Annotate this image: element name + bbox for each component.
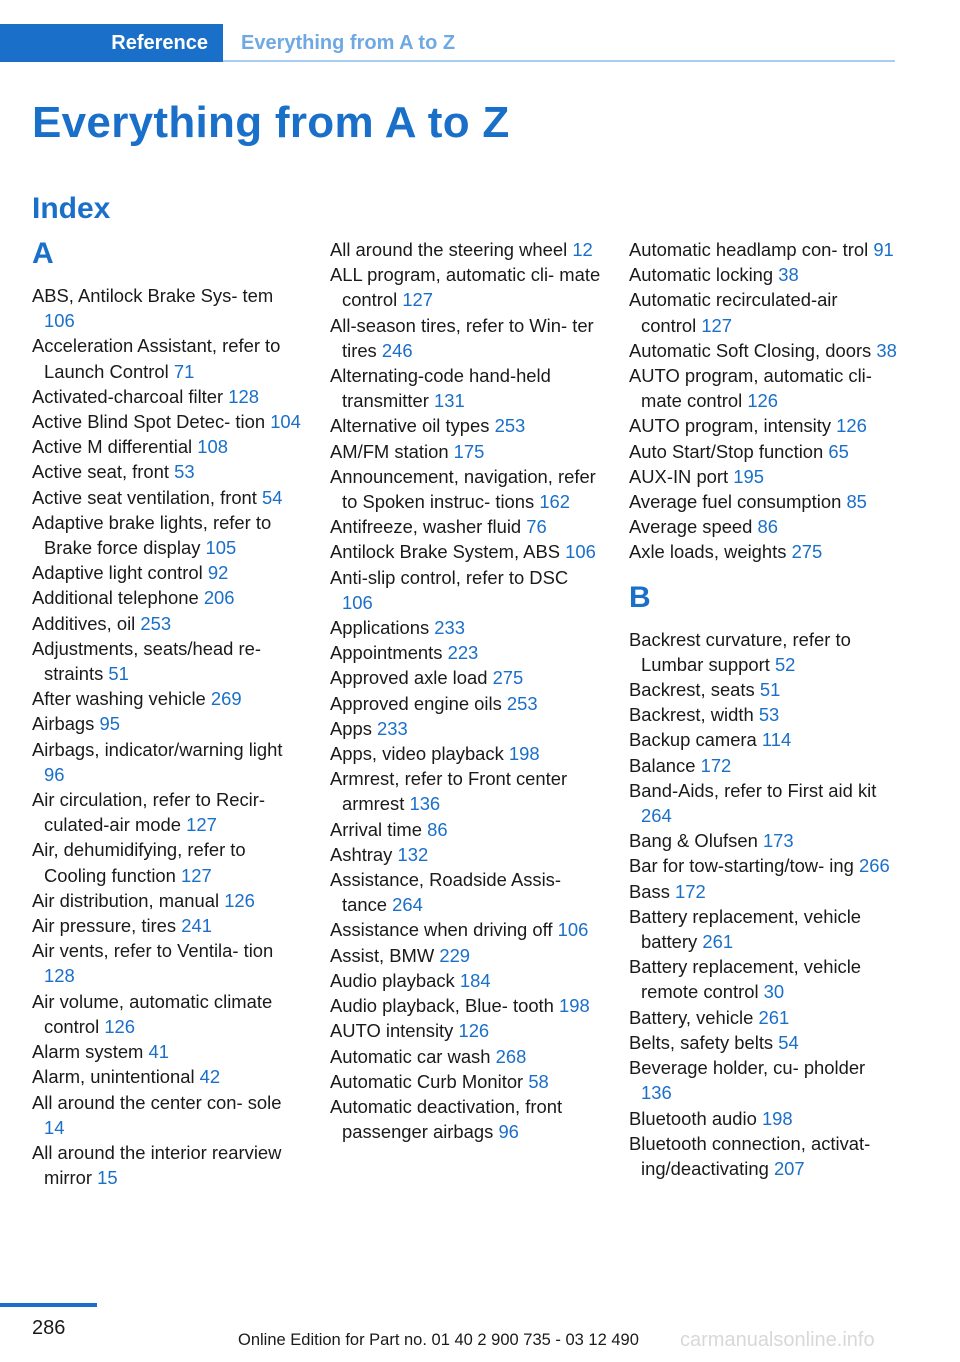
page-link[interactable]: 128 bbox=[228, 385, 259, 407]
index-entry bbox=[629, 514, 897, 539]
index-entry bbox=[629, 879, 897, 904]
index-entry bbox=[330, 943, 602, 968]
page-link[interactable]: 246 bbox=[381, 339, 413, 361]
index-entry bbox=[629, 1030, 897, 1055]
index-entry-text: Axle loads, weights bbox=[629, 541, 787, 563]
page-link[interactable]: 207 bbox=[773, 1157, 805, 1179]
index-entry-text: Airbags, indicator/warning light bbox=[32, 738, 283, 760]
page-link[interactable]: 261 bbox=[758, 1006, 790, 1028]
page-link[interactable]: 53 bbox=[758, 704, 780, 726]
index-entry-text: Air volume, automatic climate control bbox=[32, 990, 273, 1037]
page-link[interactable]: 132 bbox=[397, 843, 429, 865]
page-link[interactable]: 175 bbox=[453, 440, 485, 462]
index-entry-text: Automatic recirculated-air control bbox=[629, 289, 838, 336]
page-link[interactable]: 127 bbox=[181, 864, 212, 886]
page-link[interactable]: 126 bbox=[836, 415, 867, 437]
index-entry-text: Bluetooth audio bbox=[629, 1107, 757, 1129]
index-entry-text: Active seat, front bbox=[32, 461, 169, 483]
index-entry-text: Alarm system bbox=[32, 1041, 144, 1063]
index-entry-text: AUTO intensity bbox=[330, 1020, 454, 1042]
index-entry-text: Automatic deactivation, front passenger airbags bbox=[330, 1095, 563, 1143]
page-link[interactable]: 223 bbox=[447, 642, 479, 664]
index-entry-text: Alternative oil types bbox=[330, 415, 490, 437]
index-entry bbox=[330, 464, 602, 514]
index-entry-text: Approved axle load bbox=[330, 667, 488, 689]
index-entry bbox=[330, 842, 602, 867]
index-entry bbox=[32, 434, 304, 459]
index-entry-text: Auto Start/Stop function bbox=[629, 440, 824, 462]
page-link[interactable]: 233 bbox=[377, 717, 408, 739]
index-entry-text: Active Blind Spot Detec‐ tion bbox=[32, 411, 266, 433]
index-entry-text: Adaptive light control bbox=[32, 562, 203, 584]
page-link[interactable]: 91 bbox=[873, 239, 894, 260]
page-link[interactable]: 229 bbox=[439, 944, 471, 966]
index-entry bbox=[629, 853, 897, 878]
index-entry-text: Additional telephone bbox=[32, 587, 199, 609]
index-entry-text: Apps bbox=[330, 717, 372, 739]
page-link[interactable]: 15 bbox=[97, 1167, 118, 1189]
index-entry-text: Audio playback bbox=[330, 969, 455, 991]
index-entry-text: Acceleration Assistant, refer to Launch Control bbox=[32, 335, 281, 382]
section-tab-reference[interactable]: Reference bbox=[0, 24, 223, 62]
page-link[interactable]: 162 bbox=[539, 491, 570, 513]
page-link[interactable]: 184 bbox=[459, 969, 491, 991]
page-link[interactable]: 253 bbox=[140, 612, 172, 634]
index-entry-text: Appointments bbox=[330, 642, 443, 664]
index-entry-text: Battery replacement, vehicle battery bbox=[629, 905, 862, 953]
index-heading: Index bbox=[32, 192, 111, 225]
page-link[interactable]: 108 bbox=[197, 436, 228, 458]
page-link[interactable]: 71 bbox=[173, 360, 195, 382]
index-entry-text: Adaptive brake lights, refer to Brake force display bbox=[32, 511, 272, 559]
page-link[interactable]: 114 bbox=[761, 729, 792, 751]
index-entry bbox=[330, 539, 602, 564]
page-link[interactable]: 269 bbox=[210, 688, 242, 710]
page-link[interactable]: 253 bbox=[506, 692, 538, 714]
index-entry bbox=[629, 1055, 897, 1105]
index-entry-text: Apps, video playback bbox=[330, 743, 504, 765]
index-entry-text: ABS, Antilock Brake Sys‐ tem bbox=[32, 285, 274, 306]
index-entry bbox=[32, 686, 304, 711]
index-entry bbox=[629, 1005, 897, 1030]
index-entry-text: Belts, safety belts bbox=[629, 1031, 774, 1053]
index-entry-text: Applications bbox=[330, 617, 430, 639]
index-entry-text: AM/FM station bbox=[330, 440, 449, 462]
index-entry bbox=[629, 627, 897, 677]
page-link[interactable]: 54 bbox=[262, 486, 283, 508]
page-number: 286 bbox=[32, 1317, 66, 1339]
index-entry bbox=[330, 741, 602, 766]
page-link[interactable]: 58 bbox=[528, 1070, 549, 1092]
page-link[interactable]: 136 bbox=[409, 793, 441, 815]
index-entry bbox=[629, 464, 897, 489]
index-entry-text: Backrest curvature, refer to Lumbar support bbox=[629, 628, 851, 675]
index-entry bbox=[32, 560, 304, 585]
index-entry-text: Assistance, Roadside Assis‐ tance bbox=[330, 869, 562, 916]
index-entry bbox=[629, 778, 897, 828]
index-entry-text: Announcement, navigation, refer to Spoken instruc‐ tions bbox=[330, 465, 596, 513]
index-column-3 bbox=[629, 237, 897, 1181]
index-entry bbox=[32, 585, 304, 610]
index-entry bbox=[32, 1090, 304, 1140]
index-entry-text: Additives, oil bbox=[32, 612, 136, 634]
page-link[interactable]: 54 bbox=[778, 1031, 799, 1053]
index-entry-text: Automatic Soft Closing, doors bbox=[629, 339, 872, 361]
index-entry bbox=[629, 363, 897, 413]
index-entry bbox=[330, 817, 602, 842]
page-link[interactable]: 76 bbox=[526, 516, 547, 538]
index-entry bbox=[629, 954, 897, 1004]
index-entry bbox=[330, 237, 602, 262]
page-link[interactable]: 126 bbox=[747, 390, 779, 412]
index-entry-text: ALL program, automatic cli‐ mate control bbox=[330, 264, 601, 311]
page-link[interactable]: 233 bbox=[434, 617, 465, 639]
page-link[interactable]: 106 bbox=[565, 541, 596, 563]
index-entry-text: Automatic car wash bbox=[330, 1045, 491, 1067]
index-entry bbox=[330, 262, 602, 312]
index-entry bbox=[32, 384, 304, 409]
index-entry bbox=[330, 867, 602, 917]
page-link[interactable]: 51 bbox=[108, 663, 129, 685]
index-entry bbox=[32, 711, 304, 736]
index-entry bbox=[32, 1039, 304, 1064]
index-entry bbox=[32, 888, 304, 913]
page-link[interactable]: 86 bbox=[757, 516, 778, 538]
index-entry bbox=[629, 702, 897, 727]
index-entry bbox=[629, 413, 897, 438]
index-entry bbox=[629, 727, 897, 752]
page-link[interactable]: 41 bbox=[148, 1041, 169, 1063]
footer-accent-bar bbox=[0, 1303, 97, 1307]
index-entry-text: Backup camera bbox=[629, 729, 757, 751]
index-entry bbox=[330, 968, 602, 993]
index-entry-text: Air vents, refer to Ventila‐ tion bbox=[32, 940, 274, 962]
index-entry bbox=[629, 262, 897, 287]
page-link[interactable]: 173 bbox=[762, 830, 794, 852]
index-entry-text: Alternating-code hand-held transmitter bbox=[330, 365, 551, 412]
page-link[interactable]: 127 bbox=[186, 814, 217, 836]
index-entry bbox=[330, 691, 602, 716]
page-link[interactable]: 95 bbox=[99, 713, 120, 735]
index-entry-text: Air, dehumidifying, refer to Cooling function bbox=[32, 839, 246, 886]
page-title: Everything from A to Z bbox=[32, 98, 510, 147]
index-entry bbox=[629, 1131, 897, 1181]
index-entry bbox=[330, 565, 602, 615]
index-entry-text: Backrest, width bbox=[629, 704, 754, 726]
page-link[interactable]: 264 bbox=[641, 805, 672, 827]
index-entry-text: Bar for tow-starting/tow‐ ing bbox=[629, 855, 854, 877]
page-link[interactable]: 131 bbox=[434, 390, 465, 412]
page-link[interactable]: 275 bbox=[791, 541, 823, 563]
index-entry-text: Battery replacement, vehicle remote control bbox=[629, 956, 862, 1003]
index-entry-text: Airbags bbox=[32, 713, 95, 735]
index-entry-text: Antifreeze, washer fluid bbox=[330, 516, 522, 538]
index-entry bbox=[32, 409, 304, 434]
page-link[interactable]: 127 bbox=[402, 289, 434, 311]
index-entry-text: Assistance when driving off bbox=[330, 919, 553, 941]
header-rule bbox=[223, 60, 895, 62]
index-entry-text: All-season tires, refer to Win‐ ter tires bbox=[330, 314, 594, 361]
page-link[interactable]: 126 bbox=[224, 889, 255, 911]
index-entry bbox=[32, 938, 304, 988]
page-link[interactable]: 42 bbox=[199, 1066, 221, 1088]
index-entry-text: Battery, vehicle bbox=[629, 1006, 754, 1028]
page-link[interactable]: 38 bbox=[778, 264, 799, 286]
index-entry bbox=[32, 913, 304, 938]
index-entry bbox=[330, 439, 602, 464]
page-link[interactable]: 52 bbox=[774, 653, 796, 675]
page-link[interactable]: 92 bbox=[207, 562, 229, 584]
index-entry-text: Air circulation, refer to Recir‐ culated-air mode bbox=[32, 789, 266, 836]
page-link[interactable]: 126 bbox=[104, 1015, 136, 1037]
chapter-tab-title[interactable]: Everything from A to Z bbox=[241, 32, 456, 54]
index-entry bbox=[330, 640, 602, 665]
index-entry bbox=[330, 917, 602, 942]
index-column-2 bbox=[330, 237, 602, 1144]
index-entry bbox=[32, 485, 304, 510]
page-link[interactable]: 172 bbox=[700, 754, 732, 776]
page-link[interactable]: 96 bbox=[44, 763, 65, 785]
page-link[interactable]: 96 bbox=[498, 1121, 519, 1143]
page-link[interactable]: 261 bbox=[702, 931, 734, 953]
index-entry-text: Air pressure, tires bbox=[32, 915, 177, 937]
index-entry bbox=[330, 665, 602, 690]
index-entry-text: Active seat ventilation, front bbox=[32, 486, 257, 508]
index-entry bbox=[629, 439, 897, 464]
index-entry-text: Automatic locking bbox=[629, 264, 774, 286]
index-entry bbox=[32, 837, 304, 887]
index-entry-text: Band-Aids, refer to First aid kit bbox=[629, 779, 877, 801]
index-entry-text: Ashtray bbox=[330, 843, 393, 865]
page-link[interactable]: 195 bbox=[733, 465, 764, 487]
page-link[interactable]: 86 bbox=[427, 818, 448, 840]
page-link[interactable]: 38 bbox=[876, 339, 897, 361]
index-entry bbox=[330, 363, 602, 413]
index-entry-text: Activated-charcoal filter bbox=[32, 385, 224, 407]
index-entry bbox=[330, 413, 602, 438]
page-link[interactable]: 53 bbox=[174, 461, 195, 483]
page-link[interactable]: 12 bbox=[572, 239, 593, 260]
index-entry-text: After washing vehicle bbox=[32, 688, 206, 710]
index-entry bbox=[330, 514, 602, 539]
index-entry-text: All around the steering wheel bbox=[330, 239, 568, 260]
page-link[interactable]: 172 bbox=[675, 880, 706, 902]
index-entry-text: AUX-IN port bbox=[629, 465, 729, 487]
index-entry bbox=[330, 1044, 602, 1069]
index-entry bbox=[629, 828, 897, 853]
index-entry-text: All around the interior rearview mirror bbox=[32, 1141, 282, 1189]
index-entry-text: All around the center con‐ sole bbox=[32, 1091, 282, 1113]
page-link[interactable]: 241 bbox=[181, 915, 212, 937]
page-link[interactable]: 106 bbox=[557, 919, 589, 941]
page-link[interactable]: 51 bbox=[759, 679, 781, 701]
index-letter-heading: A bbox=[32, 237, 54, 270]
index-entry bbox=[32, 1140, 304, 1190]
index-entry-text: Approved engine oils bbox=[330, 692, 502, 714]
index-entry bbox=[32, 459, 304, 484]
page-link[interactable]: 264 bbox=[392, 894, 423, 916]
page-link[interactable]: 253 bbox=[494, 415, 526, 437]
page-link[interactable]: 206 bbox=[203, 587, 235, 609]
index-entry bbox=[32, 636, 304, 686]
index-entry bbox=[629, 237, 897, 262]
index-entry-text: Bluetooth connection, activat‐ ing/deactivating bbox=[629, 1132, 871, 1179]
index-entry bbox=[330, 993, 602, 1018]
index-entry-text: Armrest, refer to Front center armrest bbox=[330, 768, 568, 815]
index-entry-text: Air distribution, manual bbox=[32, 889, 220, 911]
page-link[interactable]: 30 bbox=[763, 981, 785, 1003]
index-entry bbox=[629, 539, 897, 564]
page-link[interactable]: 106 bbox=[342, 591, 373, 613]
page-link[interactable]: 106 bbox=[44, 310, 75, 332]
index-entry bbox=[32, 611, 304, 636]
page-link[interactable]: 85 bbox=[846, 491, 867, 513]
index-entry bbox=[32, 1064, 304, 1089]
index-entry bbox=[629, 489, 897, 514]
index-entry bbox=[330, 766, 602, 816]
index-entry bbox=[629, 287, 897, 337]
index-entry-text: Average speed bbox=[629, 516, 753, 538]
page-link[interactable]: 198 bbox=[559, 995, 590, 1017]
page-link[interactable]: 268 bbox=[495, 1045, 527, 1067]
index-entry bbox=[32, 510, 304, 560]
index-entry-text: Adjustments, seats/head re‐ straints bbox=[32, 637, 261, 685]
index-entry bbox=[330, 1018, 602, 1043]
index-entry bbox=[330, 1069, 602, 1094]
index-entry-text: Automatic headlamp con‐ trol bbox=[629, 239, 869, 260]
index-entry-text: Arrival time bbox=[330, 818, 422, 840]
index-entry bbox=[32, 283, 304, 333]
index-column-1 bbox=[32, 237, 304, 1190]
page-link[interactable]: 275 bbox=[492, 667, 524, 689]
index-entry bbox=[629, 753, 897, 778]
index-entry-text: Beverage holder, cu‐ pholder bbox=[629, 1057, 866, 1079]
running-header bbox=[0, 24, 895, 62]
page-link[interactable]: 198 bbox=[508, 743, 540, 765]
index-entry-text: Bass bbox=[629, 880, 670, 902]
page-link[interactable]: 104 bbox=[270, 411, 301, 433]
index-entry-text: AUTO program, intensity bbox=[629, 415, 832, 437]
page-link[interactable]: 65 bbox=[828, 440, 849, 462]
index-entry-text: Anti-slip control, refer to DSC bbox=[330, 566, 569, 588]
page-link[interactable]: 105 bbox=[205, 537, 237, 559]
watermark: carmanualsonline.info bbox=[680, 1329, 875, 1351]
index-entry-text: Alarm, unintentional bbox=[32, 1066, 195, 1088]
index-entry-text: Backrest, seats bbox=[629, 679, 755, 701]
index-entry bbox=[629, 338, 897, 363]
index-entry-text: Bang & Olufsen bbox=[629, 830, 758, 852]
index-entry-text: Antilock Brake System, ABS bbox=[330, 541, 560, 563]
index-entry bbox=[330, 313, 602, 363]
edition-note: Online Edition for Part no. 01 40 2 900 735 - 03 12 490 bbox=[238, 1331, 639, 1349]
index-letter-heading: B bbox=[629, 580, 651, 614]
page-link[interactable]: 266 bbox=[858, 855, 890, 877]
index-entry bbox=[330, 1094, 602, 1144]
index-entry-text: Audio playback, Blue‐ tooth bbox=[330, 995, 554, 1017]
index-entry bbox=[330, 716, 602, 741]
page-link[interactable]: 198 bbox=[761, 1107, 793, 1129]
index-entry bbox=[32, 737, 304, 787]
index-entry-text: Average fuel consumption bbox=[629, 491, 842, 513]
page-link[interactable]: 136 bbox=[641, 1082, 672, 1104]
page-link[interactable]: 14 bbox=[44, 1116, 65, 1138]
index-entry bbox=[629, 904, 897, 954]
index-entry-text: Active M differential bbox=[32, 436, 193, 458]
page-link[interactable]: 128 bbox=[44, 965, 75, 987]
index-entry bbox=[629, 1106, 897, 1131]
index-entry-text: AUTO program, automatic cli‐ mate control bbox=[629, 365, 872, 412]
index-entry bbox=[330, 615, 602, 640]
page-link[interactable]: 127 bbox=[701, 314, 733, 336]
index-entry-text: Balance bbox=[629, 754, 696, 776]
index-entry bbox=[32, 333, 304, 383]
index-entry-text: Automatic Curb Monitor bbox=[330, 1070, 524, 1092]
index-entry-text: Assist, BMW bbox=[330, 944, 435, 966]
index-entry bbox=[32, 787, 304, 837]
index-entry bbox=[629, 677, 897, 702]
index-entry bbox=[32, 989, 304, 1039]
page-link[interactable]: 126 bbox=[458, 1020, 490, 1042]
